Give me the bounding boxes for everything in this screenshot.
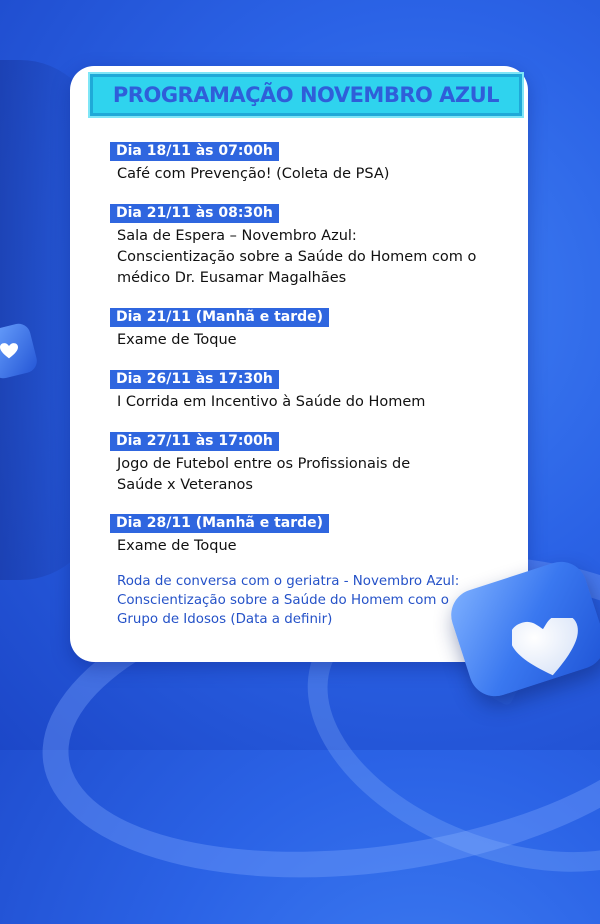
event-item [110,368,497,413]
event-line: Sala de Espera – Novembro Azul: [117,228,357,244]
event-date-badge: Dia 21/11 (Manhã e tarde) [110,308,329,327]
event-line: Saúde x Veteranos [117,477,253,493]
event-date-badge: Dia 18/11 às 07:00h [110,142,279,161]
heart-icon-small [0,343,18,359]
footnote-line: Roda de conversa com o geriatra - Novembro Azul: [117,574,460,589]
footnote-line: Grupo de Idosos (Data a definir) [117,612,333,627]
event-description [117,392,497,413]
event-item [110,430,497,496]
event-date-badge: Dia 27/11 às 17:00h [110,432,279,451]
event-line: Exame de Toque [117,332,237,348]
footnote-line: Conscientização sobre a Saúde do Homem com o [117,593,449,608]
event-description [117,536,497,557]
heart-icon [512,618,582,678]
page-title: PROGRAMAÇÃO NOVEMBRO AZUL [112,83,500,107]
event-line: Conscientização sobre a Saúde do Homem com o [117,249,477,265]
event-item [110,202,497,289]
event-description [117,164,497,185]
event-date-badge: Dia 26/11 às 17:30h [110,370,279,389]
event-line: Café com Prevenção! (Coleta de PSA) [117,166,390,182]
event-description [117,454,497,496]
event-line: Exame de Toque [117,538,237,554]
event-date-badge: Dia 28/11 (Manhã e tarde) [110,514,329,533]
event-line: I Corrida em Incentivo à Saúde do Homem [117,394,426,410]
event-date-badge: Dia 21/11 às 08:30h [110,204,279,223]
event-item [110,306,497,351]
footnote [117,572,477,629]
event-description [117,226,497,289]
title-banner [90,74,522,116]
event-line: médico Dr. Eusamar Magalhães [117,270,347,286]
event-item [110,512,497,557]
event-description [117,330,497,351]
event-line: Jogo de Futebol entre os Profissionais de [117,456,411,472]
event-item [110,140,497,185]
